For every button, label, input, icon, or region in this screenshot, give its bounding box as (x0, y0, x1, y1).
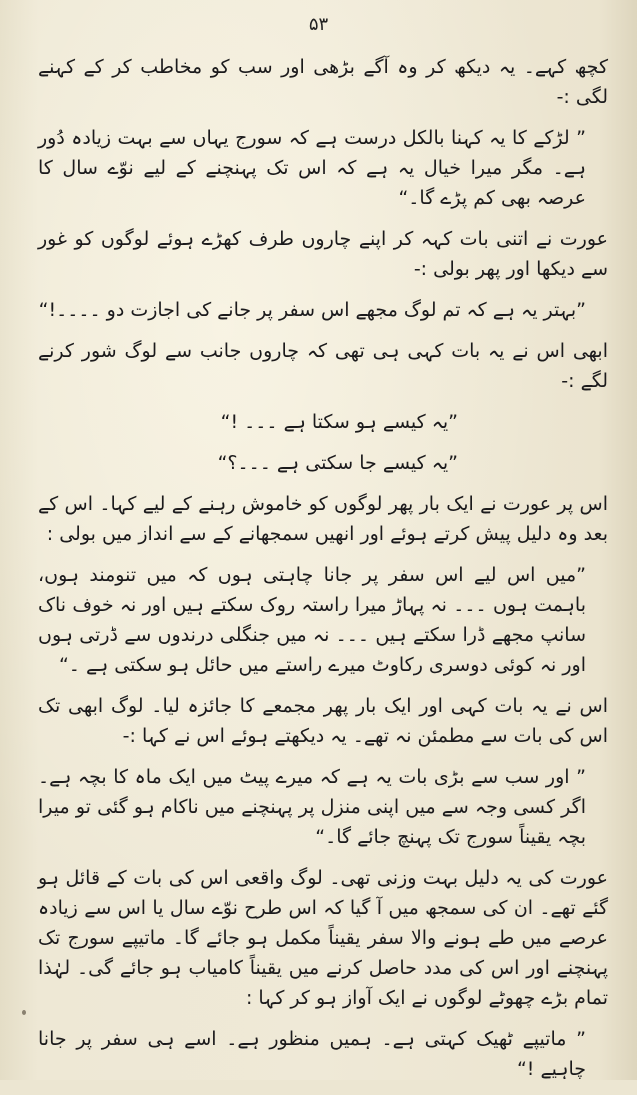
paragraph: کچھ کہے۔ یہ دیکھ کر وہ آگے بڑھی اور سب کو مخاطب کر کے کہنے لگی :- (38, 56, 608, 108)
page-number: ۵۳ (308, 14, 329, 35)
paragraph: عورت نے اتنی بات کہہ کر اپنے چاروں طرف کھڑے ہوئے لوگوں کو غور سے دیکھا اور پھر بولی :- (38, 228, 608, 280)
paragraph: اس نے یہ بات کہی اور ایک بار پھر مجمعے کا جائزہ لیا۔ لوگ ابھی تک اس کی بات سے مطمئن نہ تھے۔ یہ دیکھتے ہوئے اس نے کہا :- (38, 695, 608, 747)
paragraph: ”بہتر یہ ہے کہ تم لوگ مجھے اس سفر پر جانے کی اجازت دو ۔۔۔۔!“ (38, 299, 586, 321)
paragraph: ”میں اس لیے اس سفر پر جانا چاہتی ہوں کہ میں تنومند ہوں، باہمت ہوں ۔۔۔ نہ پہاڑ میرا راستہ روک سکتے ہیں اور نہ خوف ناک سانپ مجھے ڈرا سکتے ہیں ۔۔۔ نہ میں جنگلی درندوں سے ڈرتی ہوں اور نہ کوئی دوسری رکاوٹ میرے راستے میں حائل ہو سکتی ہے ۔“ (38, 564, 586, 676)
paragraph: ” ماتیپے ٹھیک کہتی ہے۔ ہمیں منظور ہے۔ اسے ہی سفر پر جانا چاہیے !“ (38, 1028, 586, 1080)
paragraph: اس پر عورت نے ایک بار پھر لوگوں کو خاموش رہنے کے لیے کہا۔ اس کے بعد وہ دلیل پیش کرتے ہوئے اور انھیں سمجھانے کے سے انداز میں بولی : (38, 493, 608, 545)
body-text (38, 52, 608, 1095)
paragraph: ” لڑکے کا یہ کہنا بالکل درست ہے کہ سورج یہاں سے بہت زیادہ دُور ہے۔ مگر میرا خیال یہ ہے کہ اس تک پہنچنے کے لیے نوّے سال کا عرصہ بھی کم پڑے گا۔“ (38, 127, 586, 209)
paragraph: ابھی اس نے یہ بات کہی ہی تھی کہ چاروں جانب سے لوگ شور کرنے لگے :- (38, 340, 608, 392)
paragraph: ”یہ کیسے جا سکتی ہے ۔۔۔؟“ (217, 452, 458, 474)
paragraph: عورت کی یہ دلیل بہت وزنی تھی۔ لوگ واقعی اس کی بات کے قائل ہو گئے تھے۔ ان کی سمجھ میں آ گیا کہ اس طرح نوّے سال یا اس سے زیادہ عرصے میں طے ہونے والا سفر یقیناً مکمل ہو جائے گا۔ ماتیپے سورج تک پہنچنے اور اس کی مدد حاصل کرنے میں یقیناً کامیاب ہو جائے گی۔ لہٰذا تمام بڑے چھوٹے لوگوں نے ایک آواز ہو کر کہا : (38, 867, 608, 1009)
paragraph: ”یہ کیسے ہو سکتا ہے ۔۔۔ !“ (220, 411, 458, 433)
page-mark (22, 1010, 26, 1015)
paragraph: ” اور سب سے بڑی بات یہ ہے کہ میرے پیٹ میں ایک ماہ کا بچہ ہے۔ اگر کسی وجہ سے میں اپنی منزل پر پہنچنے میں ناکام ہو گئی تو میرا بچہ یقیناً سورج تک پہنچ جائے گا۔“ (38, 766, 586, 848)
